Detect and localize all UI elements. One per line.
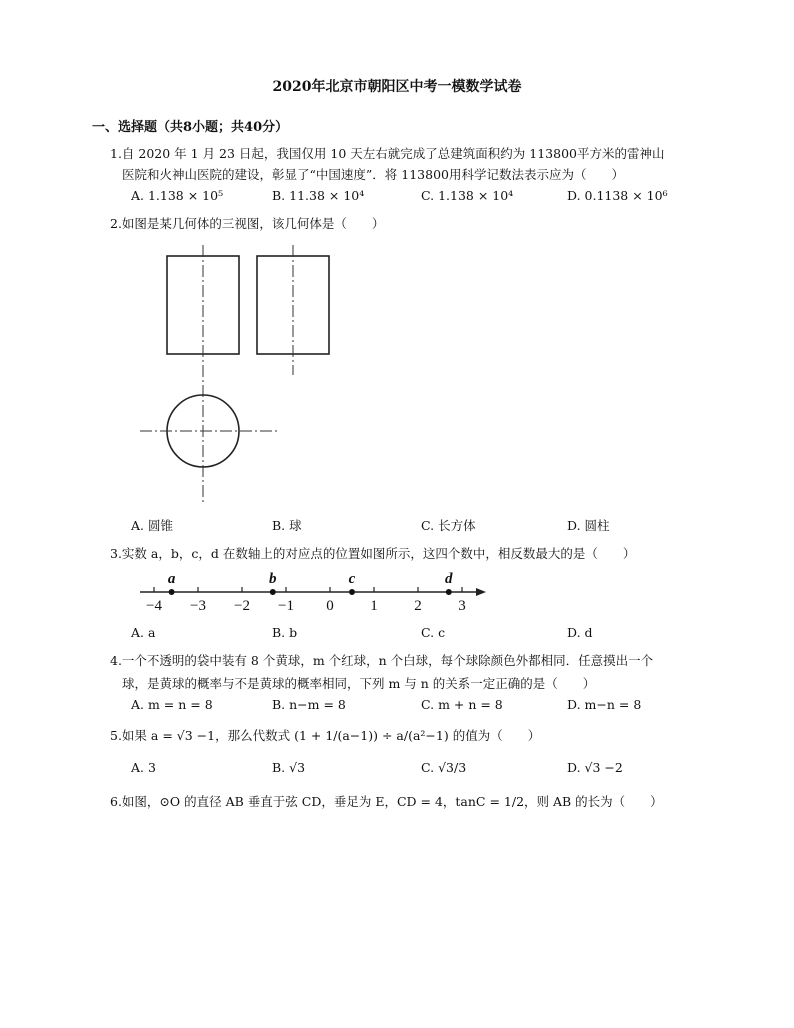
q1-option-a: A. 1.138 × 10⁵	[131, 188, 224, 203]
q3-option-a: A. a	[131, 625, 156, 640]
number-line-tick-label: 1	[370, 598, 378, 614]
number-line-tick-label: −4	[146, 598, 162, 614]
q3-option-d: D. d	[567, 625, 593, 640]
q1-line2: 医院和火神山医院的建设，彰显了“中国速度”．将 113800用科学记数法表示应为（ ）	[122, 167, 624, 182]
q4-option-b: B. n−m = 8	[272, 697, 346, 712]
q6-line1: 6.如图，⊙O 的直径 AB 垂直于弦 CD，垂足为 E，CD = 4，tanC = 1/2，则 AB 的长为（ ）	[110, 794, 663, 809]
number-line-figure	[136, 568, 496, 618]
q3-line1: 3.实数 a，b，c，d 在数轴上的对应点的位置如图所示，这四个数中，相反数最大的是（ ）	[110, 546, 636, 561]
q1-line1: 1.自 2020 年 1 月 23 日起，我国仅用 10 天左右就完成了总建筑面积约为 113800平方米的雷神山	[110, 146, 665, 161]
q2-option-a: A. 圆锥	[131, 518, 173, 533]
q4-option-d: D. m−n = 8	[567, 697, 642, 712]
q2-option-d: D. 圆柱	[567, 518, 610, 533]
number-line-tick-label: −3	[190, 598, 206, 614]
section-heading: 一、选择题（共8小题；共40分）	[92, 120, 289, 135]
number-line-arrow	[476, 588, 486, 596]
number-line-point-label-d: d	[445, 571, 453, 587]
q1-option-d: D. 0.1138 × 10⁶	[567, 188, 668, 203]
q5-line1: 5.如果 a = √3 −1，那么代数式 (1 + 1/(a−1)) ÷ a/(a²−1) 的值为（ ）	[110, 728, 541, 743]
q4-option-c: C. m + n = 8	[421, 697, 503, 712]
q2-line1: 2.如图是某几何体的三视图，该几何体是（ ）	[110, 216, 385, 231]
q5-option-c: C. √3/3	[421, 760, 467, 775]
q5-option-d: D. √3 −2	[567, 760, 623, 775]
number-line-tick-label: 3	[458, 598, 466, 614]
number-line-point-b	[270, 589, 276, 595]
number-line-tick-label: −2	[234, 598, 250, 614]
number-line-point-d	[446, 589, 452, 595]
q1-option-c: C. 1.138 × 10⁴	[421, 188, 514, 203]
q2-option-c: C. 长方体	[421, 518, 476, 533]
number-line-point-label-b: b	[269, 571, 277, 587]
exam-title: 2020年北京市朝阳区中考一模数学试卷	[272, 79, 522, 95]
q5-option-a: A. 3	[131, 760, 156, 775]
number-line-tick-label: −1	[278, 598, 294, 614]
three-view-figure	[140, 245, 340, 505]
number-line-tick-label: 2	[414, 598, 422, 614]
q4-option-a: A. m = n = 8	[131, 697, 213, 712]
q2-option-b: B. 球	[272, 518, 302, 533]
number-line-tick-label: 0	[326, 598, 334, 614]
number-line-point-c	[349, 589, 355, 595]
number-line-point-label-c: c	[348, 571, 356, 587]
q1-option-b: B. 11.38 × 10⁴	[272, 188, 365, 203]
q5-option-b: B. √3	[272, 760, 306, 775]
q4-line1: 4.一个不透明的袋中装有 8 个黄球，m 个红球，n 个白球，每个球除颜色外都相同．任意摸出一个	[110, 653, 654, 668]
number-line-point-label-a: a	[167, 571, 176, 587]
number-line-point-a	[169, 589, 175, 595]
q4-line2: 球，是黄球的概率与不是黄球的概率相同，下列 m 与 n 的关系一定正确的是（ ）	[122, 676, 596, 691]
q3-option-b: B. b	[272, 625, 298, 640]
q3-option-c: C. c	[421, 625, 446, 640]
